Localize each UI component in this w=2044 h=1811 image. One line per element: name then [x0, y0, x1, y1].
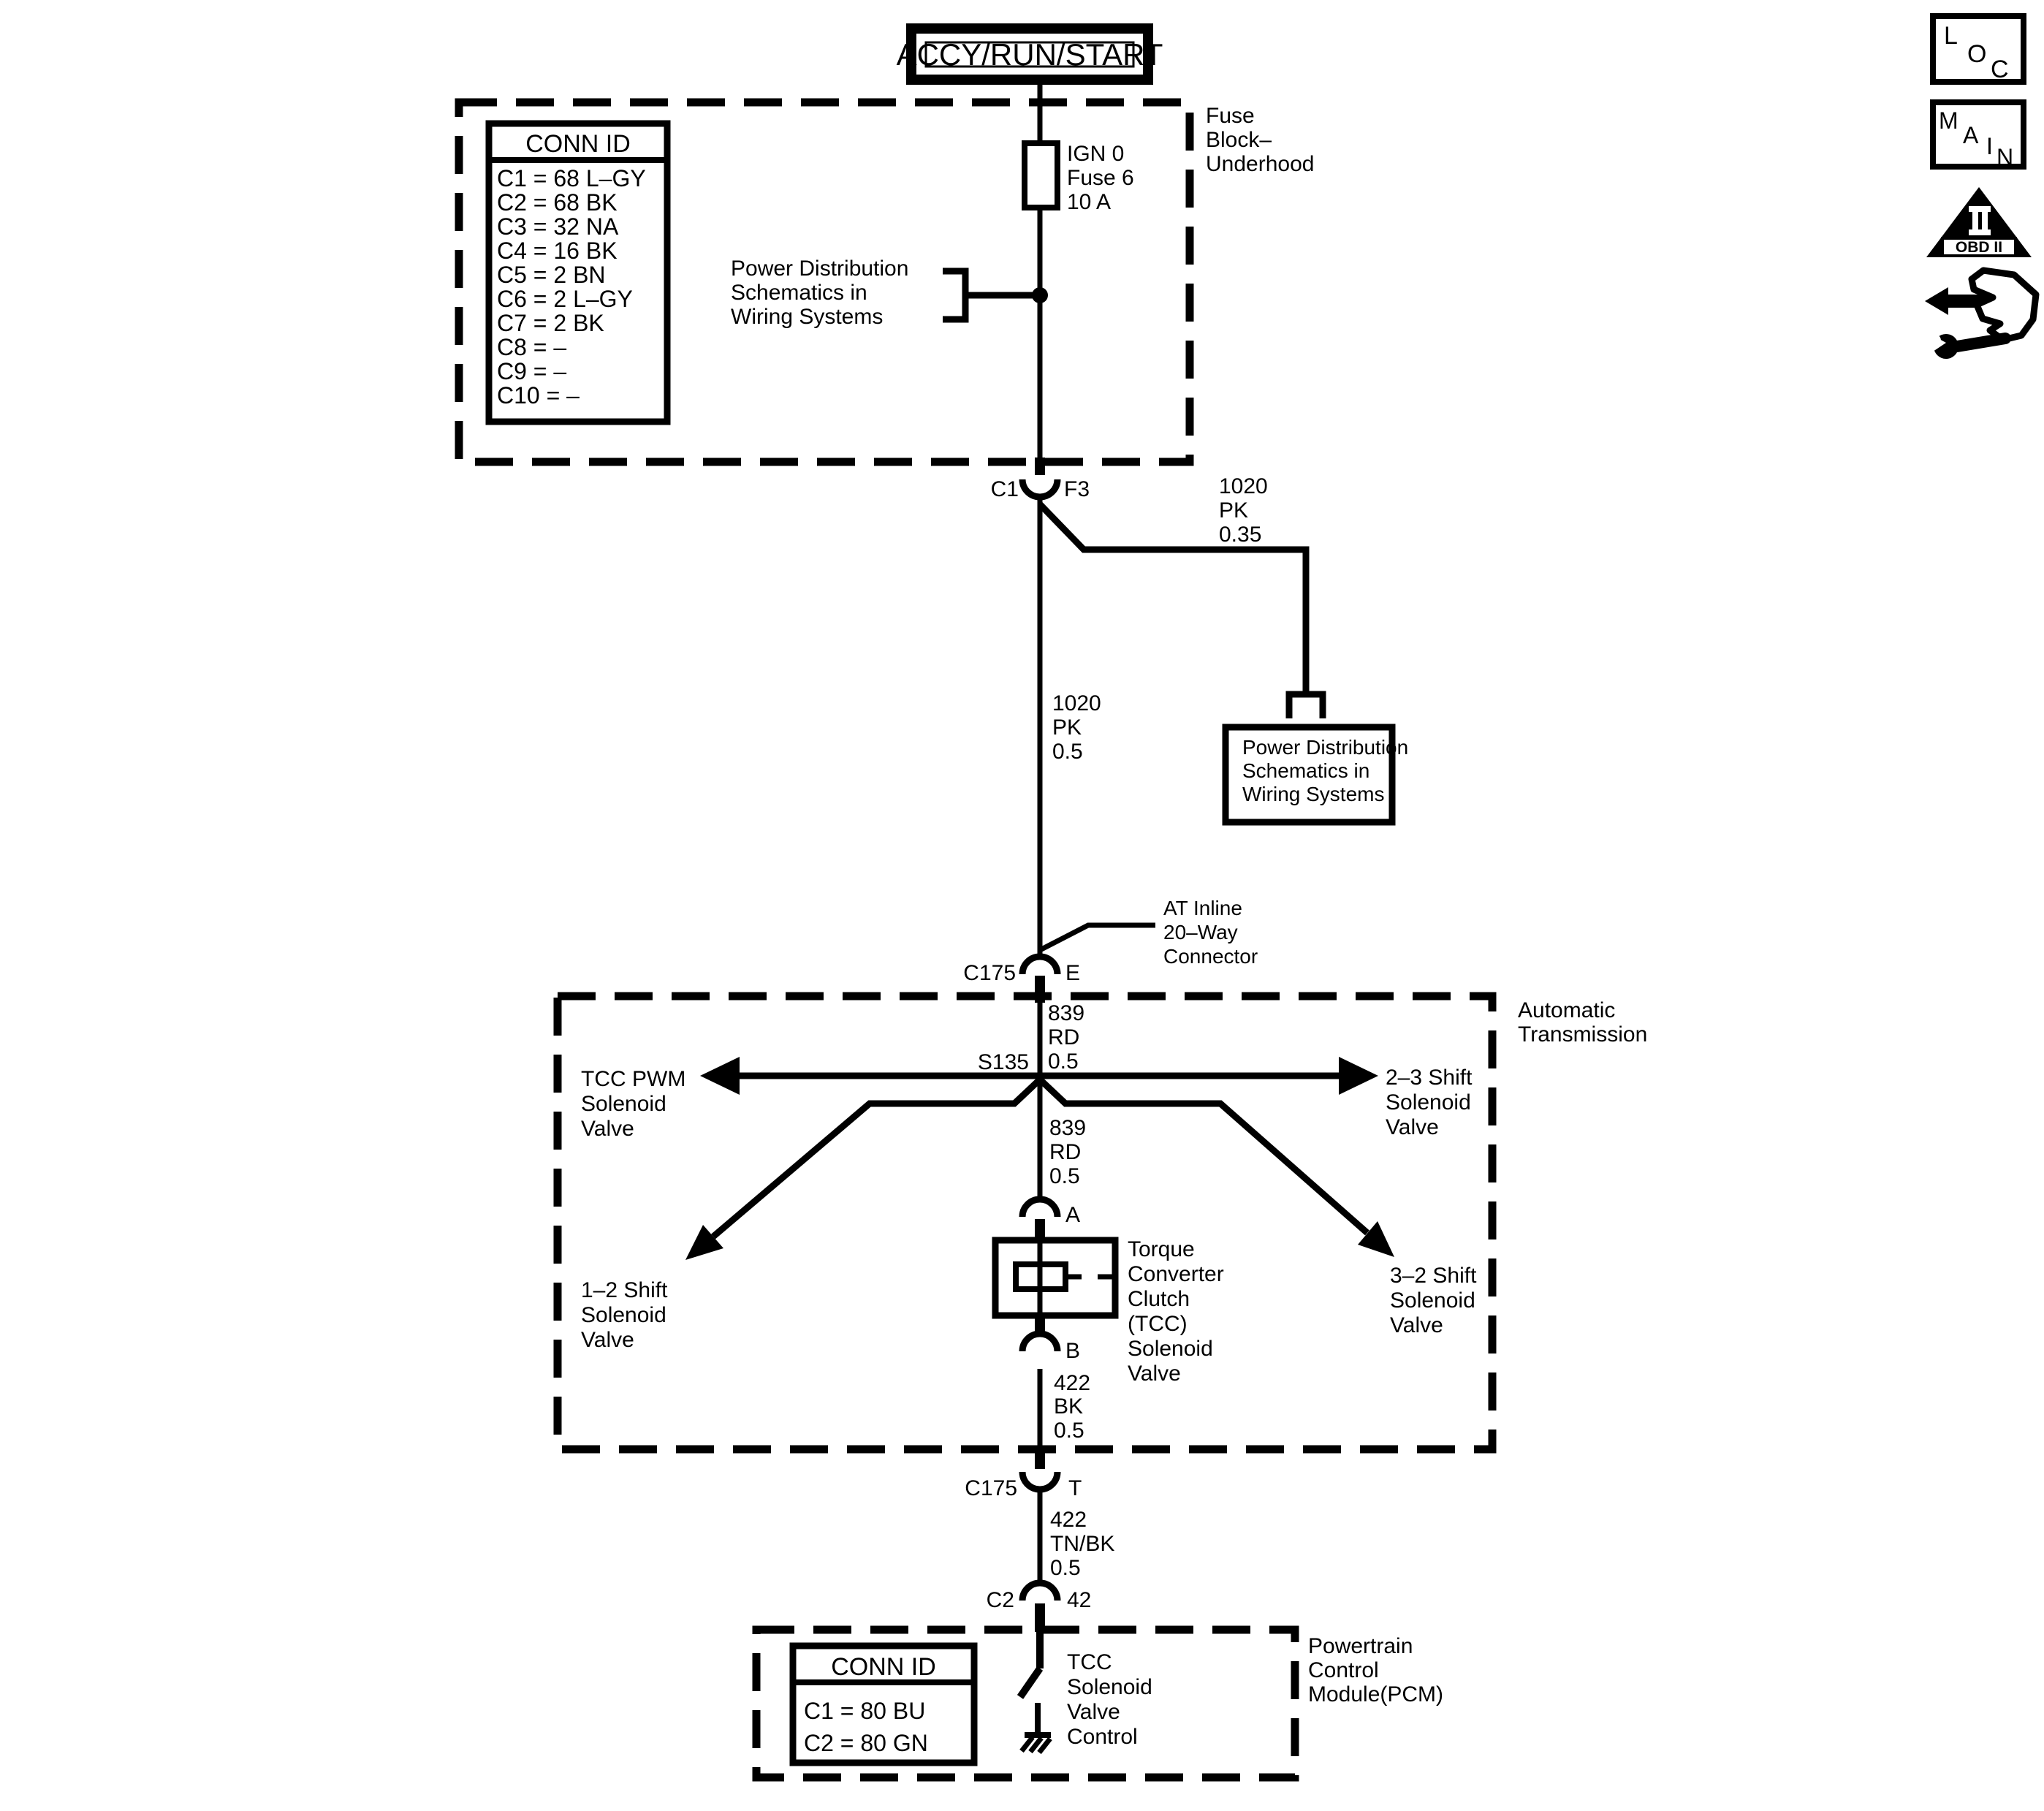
wire-label-1020-pk-05	[1052, 691, 1101, 764]
splice-s135-label: S135	[977, 1050, 1029, 1074]
wire-422bk-color: BK	[1054, 1394, 1084, 1419]
automatic-transmission-box	[558, 996, 1647, 1449]
main-icon[interactable]	[1933, 102, 2024, 170]
wire-839l-gauge: 0.5	[1049, 1164, 1080, 1188]
switch-blade	[1020, 1668, 1040, 1697]
fuse-label-line2: Fuse 6	[1067, 166, 1134, 190]
shift12-line1: 1–2 Shift	[581, 1278, 668, 1302]
wire-422bk-gauge: 0.5	[1054, 1419, 1084, 1443]
tcc-valve-line5: Solenoid	[1128, 1337, 1213, 1361]
fuse-block-label-line3: Underhood	[1206, 152, 1315, 176]
shift32-line3: Valve	[1390, 1313, 1443, 1337]
loc-letter-l: L	[1944, 22, 1958, 50]
wrench-handle	[1948, 338, 2005, 348]
wire-label-422-tnbk	[1050, 1508, 1114, 1580]
fuse-block-label-line2: Block–	[1206, 128, 1272, 152]
conn-id-table-pcm	[793, 1646, 974, 1763]
wire-1020-05-gauge: 0.5	[1052, 740, 1083, 764]
wire-1020-035-color: PK	[1219, 498, 1249, 523]
tcc-control-line2: Solenoid	[1067, 1675, 1152, 1699]
transmission-label-line1: Automatic	[1518, 998, 1616, 1022]
tcc-valve-line6: Valve	[1128, 1362, 1181, 1386]
loc-letter-o: O	[1967, 40, 1987, 68]
connector-c175e-symbol	[1022, 957, 1057, 974]
fuse-ign0	[1025, 142, 1134, 214]
obd2-icon[interactable]	[1926, 187, 2032, 257]
connector-c175t-pin: T	[1068, 1476, 1082, 1500]
tcc-control-line3: Valve	[1067, 1700, 1120, 1724]
obd2-label: OBD II	[1955, 239, 2003, 256]
tcc-control-line4: Control	[1067, 1725, 1138, 1749]
obd2-pillar-top	[1969, 206, 1991, 212]
pcm-label-line3: Module(PCM)	[1308, 1682, 1444, 1706]
conn-id-row: C3 = 32 NA	[497, 213, 619, 240]
branch-power-distribution	[1040, 474, 1408, 822]
pcm-conn-id-header: CONN ID	[831, 1653, 936, 1681]
power-source-label: ACCY/RUN/START	[896, 37, 1163, 72]
obd2-pillar-right	[1982, 212, 1988, 229]
fuse-block-underhood	[459, 102, 1314, 462]
power-dist-box-line1: Power Distribution	[1242, 736, 1409, 759]
connector-pin-b-symbol	[1022, 1334, 1057, 1351]
reference-bracket	[943, 271, 965, 319]
wire-839l-color: RD	[1049, 1140, 1082, 1164]
connector-c2-42	[987, 1583, 1092, 1632]
conn-id-row: C10 = –	[497, 382, 580, 409]
connector-c175-t	[965, 1449, 1082, 1500]
wire-422tnbk-circuit: 422	[1050, 1508, 1087, 1532]
fuse-label-line1: IGN 0	[1067, 142, 1125, 166]
power-dist-box-line2: Schematics in	[1242, 759, 1370, 782]
tcc-pwm-line1: TCC PWM	[581, 1067, 686, 1091]
conn-id-row: C2 = 68 BK	[497, 189, 618, 216]
loc-letter-c: C	[1991, 56, 2009, 83]
splice-branch-32-shift	[1040, 1079, 1367, 1233]
wire-label-839-lower	[1049, 1116, 1086, 1188]
junction-dot	[1032, 287, 1048, 303]
connector-pin-a-symbol	[1022, 1199, 1057, 1217]
fuse-block-label-line1: Fuse	[1206, 104, 1255, 128]
obd2-pillar-left	[1972, 212, 1978, 229]
wire-label-839-upper	[978, 1001, 1084, 1074]
connector-pin-b-label: B	[1065, 1339, 1081, 1363]
power-source-box	[897, 29, 1163, 80]
tcc-pwm-line2: Solenoid	[581, 1092, 666, 1116]
transmission-label-line2: Transmission	[1518, 1022, 1648, 1047]
shift12-line2: Solenoid	[581, 1303, 666, 1327]
fuse-symbol	[1025, 143, 1057, 208]
wire-1020-05-color: PK	[1052, 715, 1082, 740]
tcc-pwm-line3: Valve	[581, 1117, 634, 1141]
conn-id-row: C5 = 2 BN	[497, 262, 606, 288]
arrow-to-23-shift	[1339, 1057, 1378, 1095]
wire-839u-color: RD	[1048, 1025, 1080, 1049]
pcm-label-line2: Control	[1308, 1658, 1379, 1682]
conn-id-row: C8 = –	[497, 334, 567, 360]
wire-839u-circuit: 839	[1048, 1001, 1085, 1025]
connector-pin-a-label: A	[1065, 1203, 1081, 1227]
conn-id-row: C9 = –	[497, 358, 567, 384]
wire-422tnbk-color: TN/BK	[1050, 1532, 1115, 1556]
connector-c175e-name: C175	[963, 961, 1016, 985]
pcm-box	[756, 1630, 1443, 1777]
wire-839u-gauge: 0.5	[1048, 1049, 1079, 1074]
tcc-driver-switch	[1020, 1632, 1051, 1753]
conn-id-row: C7 = 2 BK	[497, 310, 604, 336]
shift23-line1: 2–3 Shift	[1386, 1066, 1473, 1090]
shift32-line1: 3–2 Shift	[1390, 1264, 1477, 1288]
wire-422bk-circuit: 422	[1054, 1371, 1091, 1395]
conn-id-row: C6 = 2 L–GY	[497, 286, 633, 312]
wire-839l-circuit: 839	[1049, 1116, 1087, 1140]
hand-outline-glyph	[1972, 270, 2036, 340]
wire-1020-05-circuit: 1020	[1052, 691, 1101, 715]
tcc-solenoid-valve	[995, 1199, 1224, 1386]
conn-id-row: C4 = 16 BK	[497, 238, 618, 264]
connector-c1-name: C1	[990, 477, 1019, 501]
service-tool-icon[interactable]	[1918, 270, 2036, 359]
wire-1020-035-gauge: 0.35	[1219, 523, 1262, 547]
connector-c175-e	[963, 897, 1258, 1003]
connector-c175t-name: C175	[965, 1476, 1017, 1500]
at-inline-line1: AT Inline	[1163, 897, 1242, 919]
connector-c1-pin: F3	[1064, 477, 1090, 501]
loc-icon[interactable]	[1933, 16, 2024, 83]
pcm-label-line1: Powertrain	[1308, 1634, 1413, 1658]
connector-c2-pin: 42	[1067, 1588, 1092, 1612]
main-letter-i: I	[1986, 133, 1993, 159]
off-page-clip-symbol	[1289, 694, 1323, 718]
corner-icons	[1918, 16, 2036, 359]
tcc-control-line1: TCC	[1067, 1650, 1112, 1674]
connector-c2-symbol	[1022, 1583, 1057, 1601]
connector-c175t-symbol	[1022, 1472, 1057, 1489]
fuse-label-line3: 10 A	[1067, 190, 1112, 214]
power-dist-box-line3: Wiring Systems	[1242, 783, 1385, 805]
tcc-valve-line1: Torque	[1128, 1237, 1195, 1261]
conn-id-row: C1 = 68 L–GY	[497, 165, 646, 191]
connector-c175e-pin: E	[1065, 961, 1081, 985]
shift23-line3: Valve	[1386, 1115, 1439, 1139]
at-inline-line2: 20–Way	[1163, 921, 1238, 944]
conn-id-header: CONN ID	[525, 130, 631, 158]
main-letter-a: A	[1963, 122, 1979, 148]
branch-wire-1020-pk-035	[1040, 504, 1306, 693]
pcm-conn-id-row: C1 = 80 BU	[804, 1698, 926, 1724]
pcm-conn-id-row: C2 = 80 GN	[804, 1730, 928, 1756]
connector-c1-symbol	[1022, 479, 1057, 497]
shift32-line2: Solenoid	[1390, 1288, 1475, 1313]
tcc-valve-line3: Clutch	[1128, 1287, 1190, 1311]
power-dist-ref-line1: Power Distribution	[731, 257, 909, 281]
wire-label-422-bk	[1054, 1371, 1090, 1443]
wire-422tnbk-gauge: 0.5	[1050, 1556, 1081, 1580]
conn-id-table-fuseblock	[489, 124, 667, 422]
power-dist-ref-line3: Wiring Systems	[731, 305, 884, 329]
wire-1020-035-circuit: 1020	[1219, 474, 1268, 498]
main-letter-m: M	[1939, 107, 1958, 134]
tcc-valve-line4: (TCC)	[1128, 1312, 1188, 1336]
connector-c2-name: C2	[986, 1588, 1014, 1612]
shift23-line2: Solenoid	[1386, 1090, 1471, 1115]
tcc-valve-line2: Converter	[1128, 1262, 1224, 1286]
obd2-pillar-base	[1969, 229, 1991, 235]
power-dist-ref-line2: Schematics in	[731, 281, 867, 305]
splice-branch-12-shift	[713, 1079, 1040, 1237]
power-dist-reference-left	[731, 257, 1048, 329]
main-letter-n: N	[1996, 144, 2014, 170]
at-inline-callout-line	[1040, 925, 1155, 950]
at-inline-line3: Connector	[1163, 945, 1258, 968]
shift12-line3: Valve	[581, 1328, 634, 1352]
arrow-to-tcc-pwm	[700, 1057, 740, 1095]
